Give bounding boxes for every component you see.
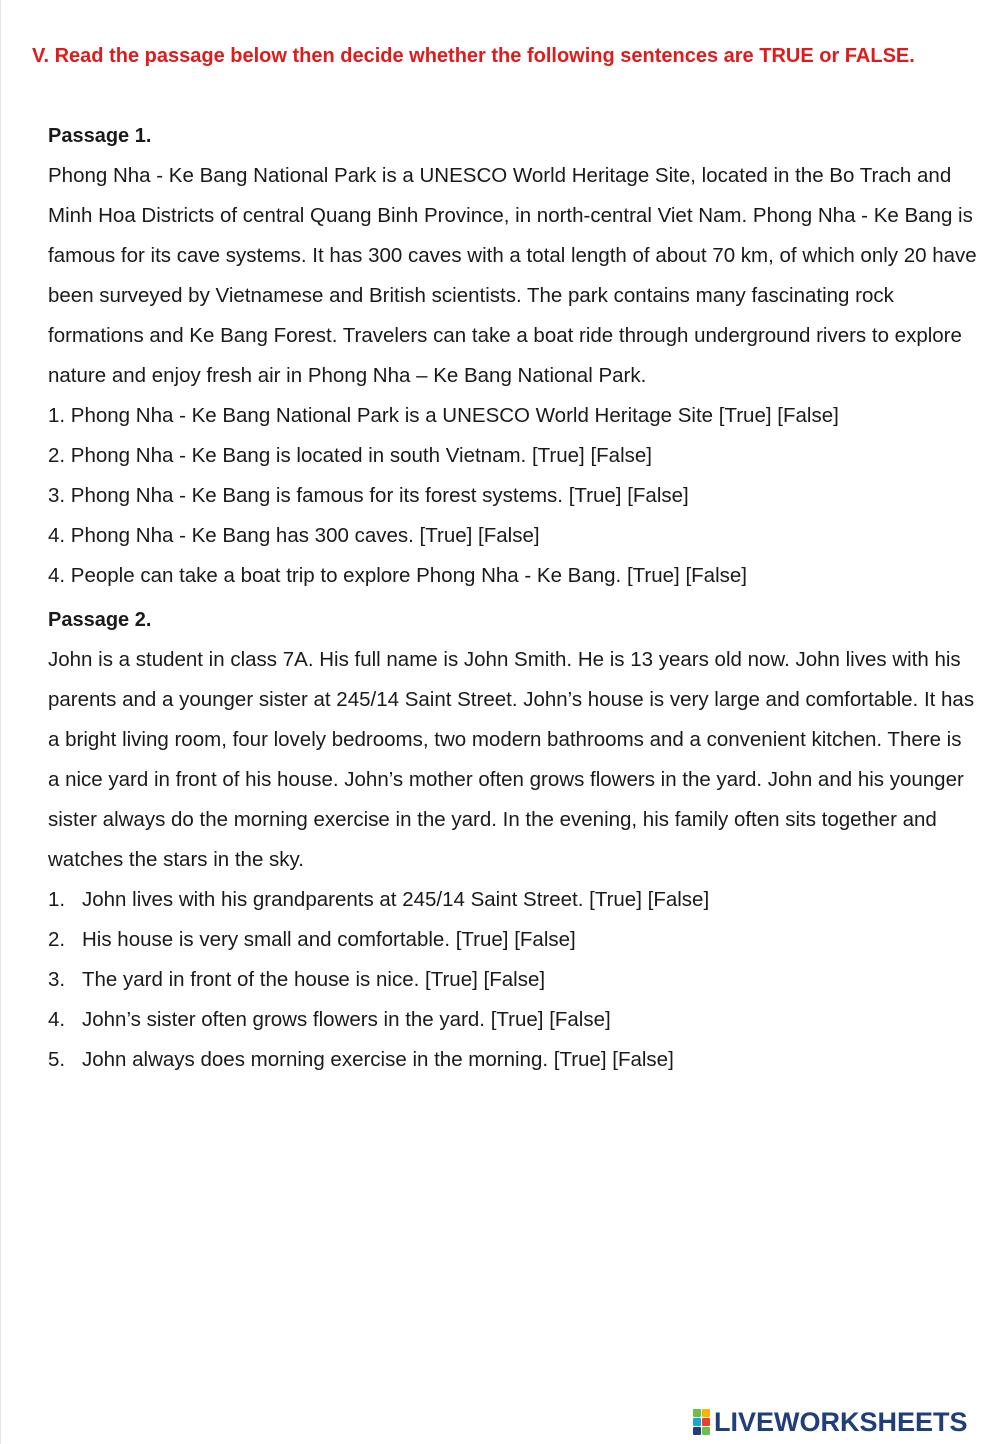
passage-2-title: Passage 2. [48,609,152,631]
true-option[interactable]: [True] [589,888,642,911]
false-option[interactable]: [False] [514,928,576,951]
true-option[interactable]: [True] [419,524,473,547]
passage-2-text: John is a student in class 7A. His full name is John Smith. He is 13 years old now. John lives with his parents and a younger sister at 245/14 Saint Street. John’s house is very large and comfortable. It has a bright living room, four lovely bedrooms, two modern bathrooms and a convenient kitchen. There is a nice yard in front of his house. John’s mother often grows flowers in the yard. John and his younger sister always do the morning exercise in the yard. In the evening, his family often sits together and watches the stars in the sky. [48,648,975,871]
false-option[interactable]: [False] [777,404,839,427]
question-item [48,1040,978,1080]
question-item [48,880,978,920]
passage-1-title: Passage 1. [48,125,152,147]
true-option[interactable]: [True] [490,1008,544,1031]
question-text: 2. Phong Nha - Ke Bang is located in south Vietnam. [48,444,527,467]
question-text: John’s sister often grows flowers in the yard. [82,1008,485,1031]
true-option[interactable]: [True] [455,928,509,951]
question-number: 1. [48,888,66,911]
logo-text: LIVEWORKSHEETS [714,1406,968,1437]
false-option[interactable]: [False] [647,888,710,911]
false-option[interactable]: [False] [549,1008,611,1031]
question-item [48,1000,978,1040]
question-number: 2. [48,928,66,951]
question-text: 4. People can take a boat trip to explore Phong Nha - Ke Bang. [48,564,622,587]
false-option[interactable]: [False] [685,564,747,587]
question-number: 5. [48,1048,66,1071]
logo-grid-icon [693,1409,710,1435]
true-option[interactable]: [True] [718,404,772,427]
question-number: 3. [48,968,66,991]
question-number: 4. [48,1008,66,1031]
true-option[interactable]: [True] [531,444,585,467]
true-option[interactable]: [True] [568,484,622,507]
true-option[interactable]: [True] [425,968,478,991]
false-option[interactable]: [False] [612,1048,674,1071]
question-text: 3. Phong Nha - Ke Bang is famous for its forest systems. [48,484,564,507]
false-option[interactable]: [False] [627,484,689,507]
true-option[interactable]: [True] [626,564,680,587]
passage-1-text: Phong Nha - Ke Bang National Park is a UNESCO World Heritage Site, located in the Bo Trach and Minh Hoa Districts of central Quang Binh Province, in north-central Viet Nam. Phong Nha - Ke Bang is famous for its cave systems. It has 300 caves with a total length of about 70 km, of which only 20 have been surveyed by Vietnamese and British scientists. The park contains many fascinating rock formations and Ke Bang Forest. Travelers can take a boat ride through underground rivers to explore nature and enjoy fresh air in Phong Nha – Ke Bang National Park. [48,164,977,387]
worksheet-content [48,116,978,1080]
liveworksheets-logo [693,1402,968,1442]
question-text: His house is very small and comfortable. [82,928,451,951]
false-option[interactable]: [False] [590,444,652,467]
question-item [48,516,978,556]
question-item [48,920,978,960]
passage-2-questions [48,880,978,1080]
question-item [48,960,978,1000]
question-item [48,556,978,596]
question-item [48,476,978,516]
question-text: John lives with his grandparents at 245/14 Saint Street. [82,888,584,911]
question-text: John always does morning exercise in the morning. [82,1048,549,1071]
true-option[interactable]: [True] [553,1048,607,1071]
question-item [48,396,978,436]
exercise-heading: V. Read the passage below then decide whether the following sentences are TRUE or FALSE. [32,45,915,67]
question-text: 4. Phong Nha - Ke Bang has 300 caves. [48,524,414,547]
false-option[interactable]: [False] [483,968,546,991]
question-item [48,436,978,476]
question-text: The yard in front of the house is nice. [82,968,420,991]
question-text: 1. Phong Nha - Ke Bang National Park is a UNESCO World Heritage Site [48,404,714,427]
false-option[interactable]: [False] [478,524,540,547]
passage-1-questions [48,396,978,596]
